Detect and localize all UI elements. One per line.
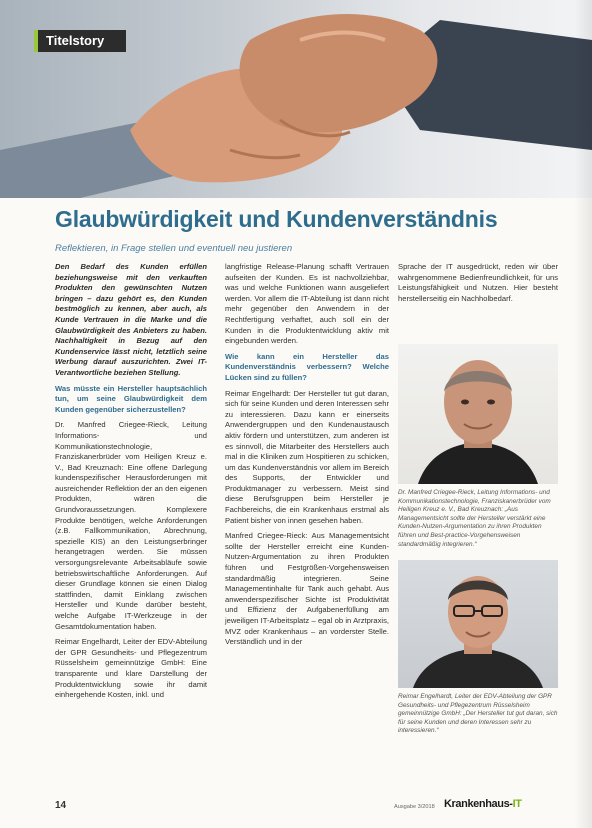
article-subtitle: Reflektieren, in Frage stellen und eventuell neu justieren — [55, 243, 293, 254]
answer-criegee-rieck-2: Manfred Criegee-Rieck: Aus Managementsicht sollte der Hersteller erreicht eine Kunden-Nutzen-Argumentation zu ihren Produkten führen und Festgrößen-Vorgehensweisen standardmäßig integrieren. Seine Managementinhalte für Tank auch gehabt. Aus anwenderspezifischer Sichte ist Produktivität und Effizienz der Aufgabenerfüllung am jeweiligen IT-Arbeitsplatz – egal ob in Arztpraxis, MVZ oder Krankenhaus – an vorderster Stelle. Verständlich und in der — [225, 531, 389, 647]
article-intro: Den Bedarf des Kunden erfüllen beziehungsweise mit den verkauften Produkten den gewünschten Nutzen bringen – dazu gehört es, den Kunden bestmöglich zu kennen, aber auch, als Kunde Vertrauen in die Marke und die Glaubwürdigkeit des Anbieters zu haben. Nachhaltigkeit in Bezug auf den Kundenservice lässt nicht, letztlich seine Werbung darauf auszurichten. Zwei IT-Verantwortliche beziehen Stellung. — [55, 262, 207, 377]
magazine-logo — [444, 798, 522, 810]
column-2-paragraph: langfristige Release-Planung schafft Vertrauen aufseiten der Kunden. Es ist nachvollziehbar, was und welche Funktionen wann ausgeliefert werden. Vor allem die IT-Abteilung ist dann nicht mehr gegenüber den Anwendern in der Rechtfertigung verhaftet, auch soll ein der Kunden in die Produktentwicklung aktiv mit eingebunden werden. — [225, 262, 389, 346]
portrait-criegee-rieck — [398, 344, 558, 484]
magazine-logo-main: Krankenhaus- — [444, 798, 513, 810]
answer-criegee-rieck: Dr. Manfred Criegee-Rieck, Leitung Informations- und Kommunikationstechnologie, Franziskanerbrüder vom Heiligen Kreuz e. V., Bad Kreuznach: Eine offene Darlegung kundenspezifischer Herausforderungen mit ausreichender Reflektion der an den eigenen Produkten, wären die Grundvoraussetzungen. Komplexere Produkte benötigen, welche Anforderungen (z.B. Fallkommunikation, Abrechnung, spezielle KIS) an den Leistungserbringer herangetragen werden. Sie müssen versorgungsrelevante Arbeitsabläufe sowie betriebswirtschaftliche Anforderungen. Auf dieser Grundlage können sie einen Dialog stattfinden, damit Einklang zwischen Hersteller und Kunde darüber besteht, welche Aufgabe IT-Werkzeuge in der Gesamtdokumentation haben. — [55, 420, 207, 631]
portrait-engelhardt — [398, 560, 558, 688]
answer-engelhardt: Reimar Engelhardt, Leiter der EDV-Abteilung der GPR Gesundheits- und Pflegezentrum Rüsselsheim gemeinnützige GmbH: Eine transparente und klare Darstellung der Produktentwicklung sowie ihr damit einhergehende Kosten, inkl. und — [55, 637, 207, 700]
column-1 — [55, 262, 207, 706]
page-fold-shadow — [574, 0, 592, 828]
magazine-logo-it: IT — [512, 798, 522, 810]
column-3 — [398, 262, 558, 309]
photo-2-caption: Reimar Engelhardt, Leiter der EDV-Abteilung der GPR Gesundheits- und Pflegezentrum Rüsselsheim gemeinnützige GmbH: „Der Hersteller tut gut daran, sich für seine Kunden und deren Interessen sehr zu interessieren.“ — [398, 693, 558, 735]
column-3-paragraph: Sprache der IT ausgedrückt, reden wir über wahrgenommene Bedienfreundlichkeit, für uns Leistungsfähigkeit und Nutzen. Hier besteht herstellerseitig ein Nachholbedarf. — [398, 262, 558, 303]
article-title: Glaubwürdigkeit und Kundenverständnis — [55, 206, 498, 232]
question-2: Wie kann ein Hersteller das Kundenverständnis verbessern? Welche Lücken sind zu füllen? — [225, 351, 389, 382]
question-1: Was müsste ein Hersteller hauptsächlich tun, um seine Glaubwürdigkeit dem Kunden gegenüber sicherzustellen? — [55, 383, 207, 414]
column-2 — [225, 262, 389, 653]
answer-engelhardt-2: Reimar Engelhardt: Der Hersteller tut gut daran, sich für seine Kunden und deren Interessen sehr zu interessieren. Dazu kann er einerseits Anwendergruppen und den Kundenaustausch aktiv fördern und unterstützen, zum anderen ist es sinnvoll, die Mitarbeiter des Herstellers auch mal in die Kliniken zum Hospitieren zu schicken, um das Kundenverständnis vor allem im Bereich des Supports, der Entwickler und Produktmanager zu verbessern. Meist sind diese Berufsgruppen beim Hersteller je Fachbereichs, die ein Krankenhaus erstmal als Patient bisher von innen gesehen haben. — [225, 388, 389, 525]
issue-label: Ausgabe 3/2018 — [394, 804, 435, 810]
photo-1-caption: Dr. Manfred Criegee-Rieck, Leitung Informations- und Kommunikationstechnologie, Franziskanerbrüder vom Heiligen Kreuz e. V., Bad Kreuznach: „Aus Managementsicht sollte der Hersteller verstärkt eine Kunden-Nutzen-Argumentation zu ihren Produkten führen und Best-practice-Vorgehensweisen standardmäßig integrieren.“ — [398, 489, 551, 548]
section-tag: Titelstory — [34, 30, 126, 52]
page-number: 14 — [55, 800, 67, 811]
